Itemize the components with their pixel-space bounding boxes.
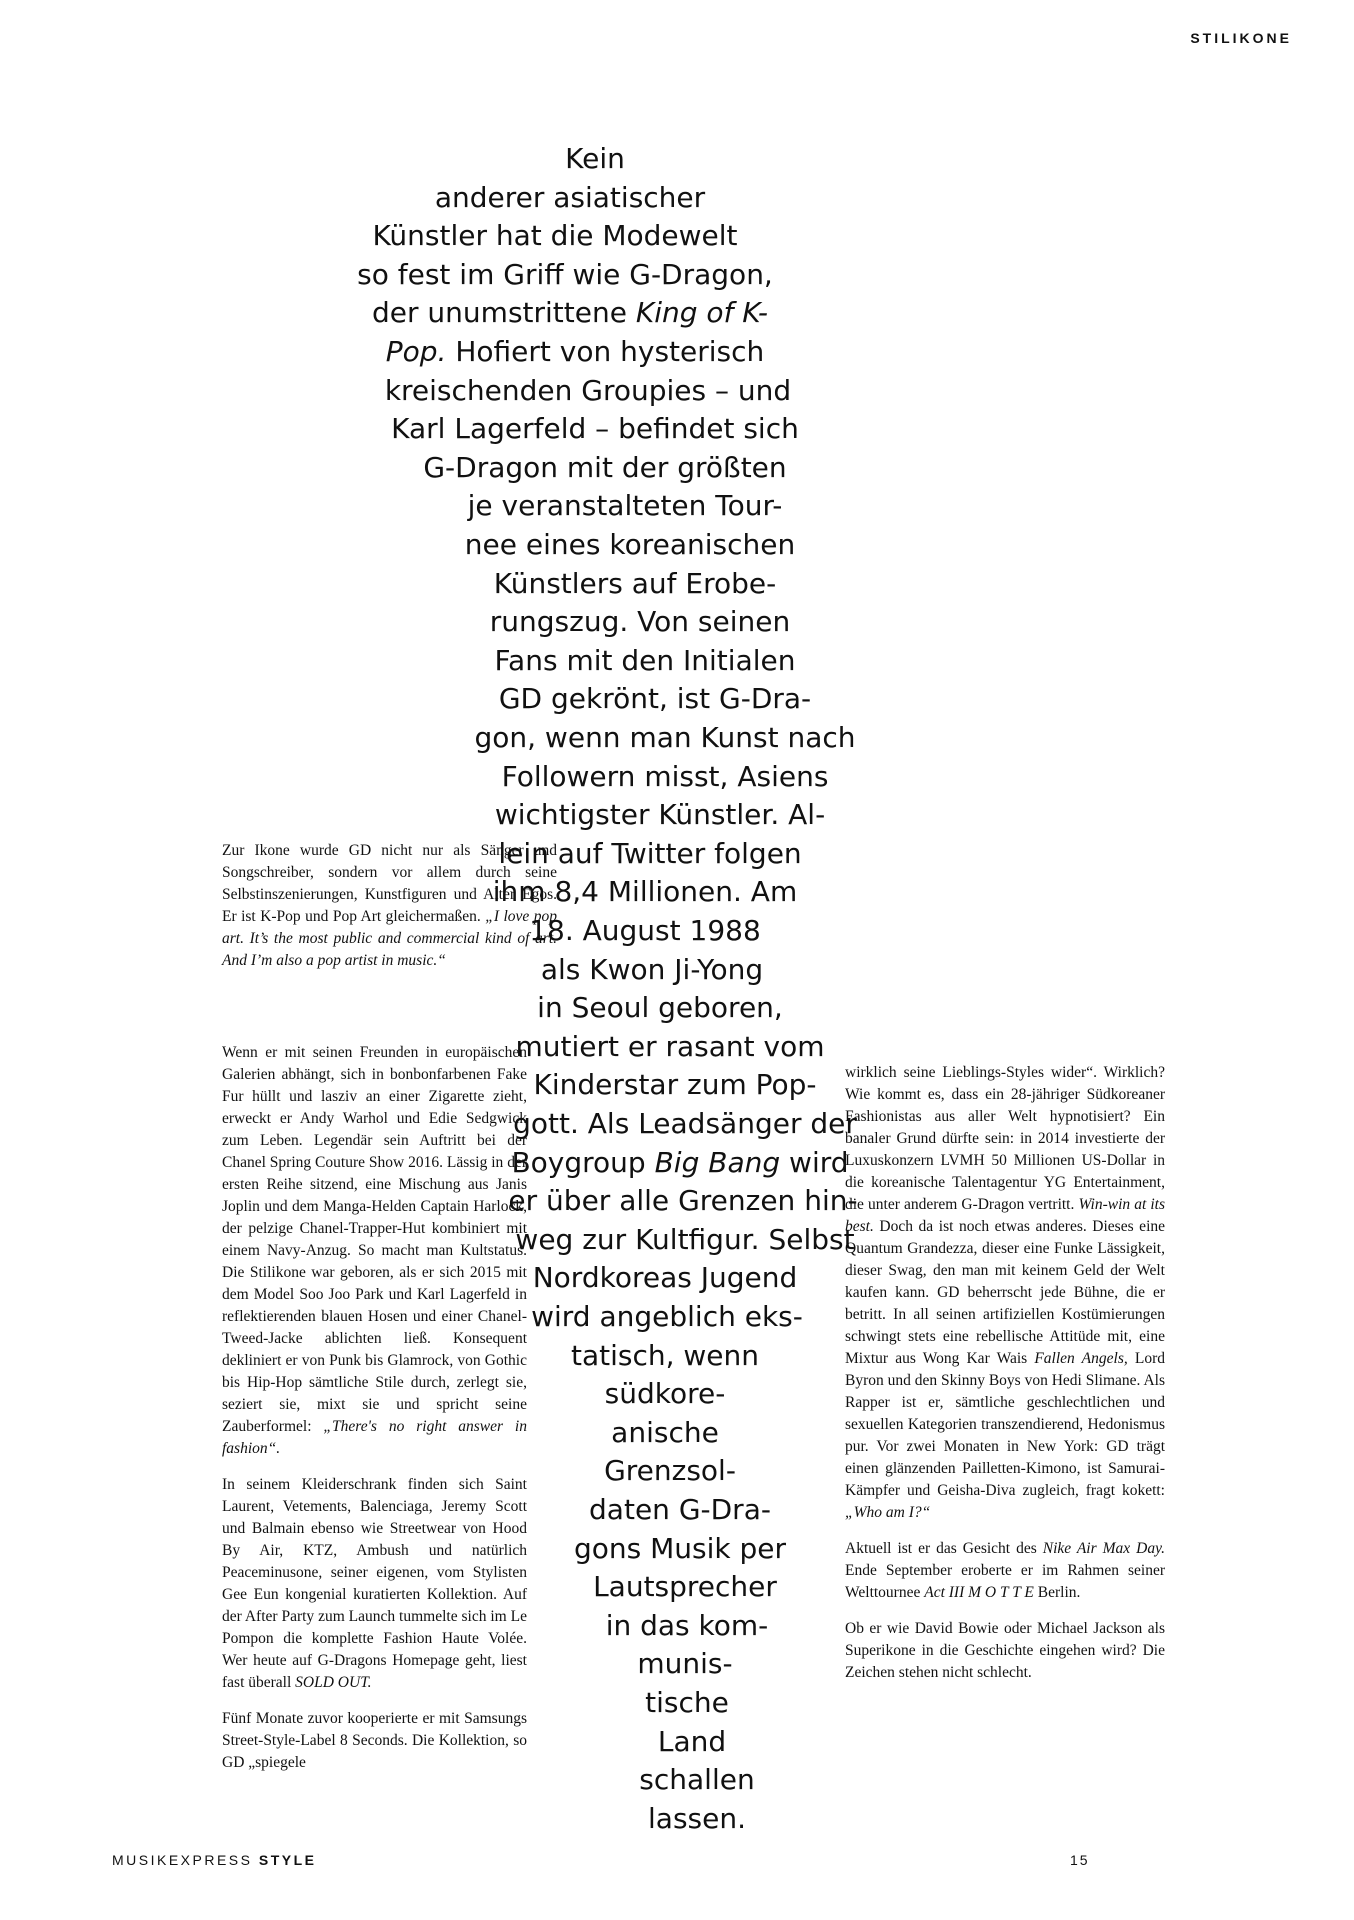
intro-line: rungszug. Von seinen [489, 605, 791, 639]
right-paragraph-2 [845, 1538, 1165, 1604]
right-paragraph-1-italic: Win-win at its best. [845, 1196, 1166, 1235]
intro-line: munis- [637, 1647, 733, 1681]
intro-line: Nordkoreas Jugend [532, 1261, 798, 1295]
intro-line: gons Musik per [573, 1531, 787, 1565]
intro-line: in das kom- [605, 1608, 769, 1642]
right-paragraph-3-text: Ob er wie David Bowie oder Michael Jackson als Superikone in die Geschichte eingehen wird? Die Zeichen stehen nicht schlecht. [845, 1620, 1165, 1681]
right-paragraph-1 [845, 1062, 1165, 1524]
intro-line: Boygroup Big Bang wird [511, 1145, 849, 1179]
right-paragraph-1-text-c: Lord Byron und den Skinny Boys von Hedi Slimane. Als Rapper ist er, sämtliche geschlechtlichen und sexuellen Kategorien transzendierend, Hedonismus pur. Vor zwei Monaten in New York: GD trägt einen glänzenden Pailletten-Kimono, ist Samurai-Kämpfer und Geisha-Diva zugleich, fragt kokett: [845, 1350, 1166, 1499]
intro-line: südkore- [604, 1377, 726, 1411]
right-paragraph-2-italic: Nike Air Max Day. [1042, 1540, 1165, 1557]
intro-line: wird angeblich eks- [531, 1300, 803, 1333]
intro-line: G-Dragon mit der größten [423, 450, 787, 484]
intro-line: je veranstalteten Tour- [467, 489, 783, 523]
intro-line: daten G-Dra- [589, 1493, 771, 1526]
intro-line: Lautsprecher [593, 1570, 777, 1604]
left-paragraph-1-text: Zur Ikone wurde GD nicht nur als Sänger und Songschreiber, sondern vor allem durch seine Selbstinszenierungen, Kunstfiguren und Alter Egos. Er ist K-Pop und Pop Art gleichermaßen. [222, 842, 557, 925]
intro-line: anderer asiatischer [434, 180, 706, 214]
left-column [222, 840, 557, 986]
intro-line: gott. Als Leadsänger der [513, 1107, 857, 1140]
intro-line: mutiert er rasant vom [515, 1029, 825, 1063]
intro-line: weg zur Kultfigur. Selbst [515, 1222, 855, 1256]
right-column [845, 1062, 1165, 1698]
intro-line: er über alle Grenzen hin- [508, 1184, 858, 1218]
intro-line: tatisch, wenn [570, 1338, 760, 1372]
intro-line: tische [645, 1686, 729, 1719]
intro-line: Land [657, 1724, 727, 1758]
left-paragraph-2 [222, 1042, 527, 1460]
intro-line: Followern misst, Asiens [501, 759, 829, 793]
left-paragraph-2-text: Wenn er mit seinen Freunden in europäischen Galerien abhängt, sich in bonbonfarbenen Fake Fur hüllt und lasziv an einer Zigarette zieht, erweckt er Andy Warhol und Edie Sedgwick zum Leben. Legendär sein Auftritt bei der Chanel Spring Couture Show 2016. Lässig in der ersten Reihe sitzend, eine Mischung aus Janis Joplin und dem Manga-Helden Captain Harlock, der pelzige Chanel-Trapper-Hut kombiniert mit einem Navy-Anzug. So macht man Kultstatus. Die Stilikone war geboren, als er sich 2015 mit dem Model Soo Joo Park und Karl Lagerfeld in reflektierenden blauen Hosen und einer Chanel-Tweed-Jacke ablichten ließ. Konsequent dekliniert er von Punk bis Glamrock, von Gothic bis Hip-Hop sämtliche Stile durch, zerlegt sie, seziert sie, mixt sie und spricht seine Zauberformel: [222, 1044, 527, 1435]
intro-line: lein auf Twitter folgen [498, 836, 802, 870]
intro-line: 18. August 1988 [529, 914, 761, 947]
left-column-lower [222, 1042, 527, 1788]
intro-line: Pop. Hofiert von hysterisch [385, 335, 765, 368]
footer-magazine [112, 1852, 317, 1868]
intro-line: in Seoul geboren, [537, 991, 783, 1025]
right-paragraph-2-text-c: Berlin. [1037, 1584, 1081, 1601]
intro-line: ihm 8,4 Millionen. Am [492, 875, 798, 909]
right-paragraph-1-italic-2: Fallen Angels, [1034, 1350, 1128, 1367]
intro-line: Kinderstar zum Pop- [533, 1068, 817, 1102]
left-paragraph-3 [222, 1474, 527, 1694]
right-paragraph-1-quote: „Who am I?“ [845, 1504, 931, 1521]
intro-line: Karl Lagerfeld – befindet sich [391, 412, 799, 446]
left-paragraph-1 [222, 840, 557, 972]
intro-line: anische [611, 1415, 719, 1449]
left-paragraph-4-text: Fünf Monate zuvor kooperierte er mit Samsungs Street-Style-Label 8 Seconds. Die Kollektion, so GD „spiegele [222, 1710, 527, 1771]
intro-line: der unumstrittene King of K- [372, 296, 768, 330]
footer-section-name: STYLE [258, 1852, 317, 1868]
intro-line: Fans mit den Initialen [494, 643, 796, 677]
intro-line: als Kwon Ji-Yong [540, 952, 764, 986]
intro-line: Grenzsol- [604, 1454, 736, 1488]
intro-line: Künstler hat die Modewelt [372, 219, 738, 253]
intro-line: gon, wenn man Kunst nach [474, 721, 856, 754]
right-paragraph-1-text-b: Doch da ist noch etwas anderes. Dieses eine Quantum Grandezza, dieser eine Funke Lässigkeit, dieser Swag, den man mit keinem Geld der Welt kaufen kann. GD beherrscht jede Bühne, die er betritt. In all seinen artifiziellen Kostümierungen schwingt stets eine rebellische Attitüde mit, eine Mixtur aus Wong Kar Wais [845, 1218, 1166, 1367]
right-paragraph-2-italic-2: Act III M O T T E [924, 1584, 1034, 1601]
intro-line: GD gekrönt, ist G-Dra- [498, 682, 812, 716]
intro-line: so fest im Griff wie G-Dragon, [357, 257, 773, 291]
page-number: 15 [1070, 1852, 1090, 1868]
left-paragraph-3-text: In seinem Kleiderschrank finden sich Saint Laurent, Vetements, Balenciaga, Jeremy Scott und Balmain ebenso wie Streetwear von Hood By Air, KTZ, Ambush und natürlich Peaceminusone, seiner eigenen, vom Stylisten Gee Eun kongenial kuratierten Kollektion. Auf der After Party zum Launch tummelte sich im Le Pompon die komplette Fashion Haute Volée. Wer heute auf G-Dragons Homepage geht, liest fast überall [222, 1476, 527, 1691]
left-paragraph-4 [222, 1708, 527, 1774]
intro-line: wichtigster Künstler. Al- [494, 798, 826, 832]
intro-line: lassen. [648, 1801, 746, 1835]
left-paragraph-2-quote: „There's no right answer in fashion“. [222, 1418, 527, 1457]
left-paragraph-1-quote: „I love pop art. It’s the most public and commercial kind of art. And I’m also a pop artist in music.“ [222, 908, 558, 969]
intro-line: Künstlers auf Erobe- [493, 566, 777, 600]
intro-line: kreischenden Groupies – und [384, 373, 792, 407]
section-kicker: STILIKONE [1190, 30, 1292, 46]
intro-line: nee eines koreanischen [464, 528, 796, 561]
right-paragraph-1-text-a: wirklich seine Lieblings-Styles wider“. Wirklich? Wie kommt es, dass ein 28-jähriger Südkoreaner Fashionistas aus aller Welt hypnotisiert? Ein banaler Grund dürfte sein: in 2014 investierte der Luxuskonzern LVMH 50 Millionen US-Dollar in die koreanische Talentagentur YG Entertainment, die unter anderem G-Dragon vertritt. [845, 1064, 1165, 1213]
intro-line: Kein [565, 142, 625, 175]
right-paragraph-3 [845, 1618, 1165, 1684]
intro-line: schallen [639, 1763, 755, 1797]
right-paragraph-2-text-a: Aktuell ist er das Gesicht des [845, 1540, 1037, 1557]
right-paragraph-2-text-b: Ende September eroberte er im Rahmen seiner Welttournee [845, 1562, 1165, 1601]
left-paragraph-3-italic: SOLD OUT. [295, 1674, 372, 1691]
footer-magazine-name: MUSIKEXPRESS [112, 1852, 253, 1868]
